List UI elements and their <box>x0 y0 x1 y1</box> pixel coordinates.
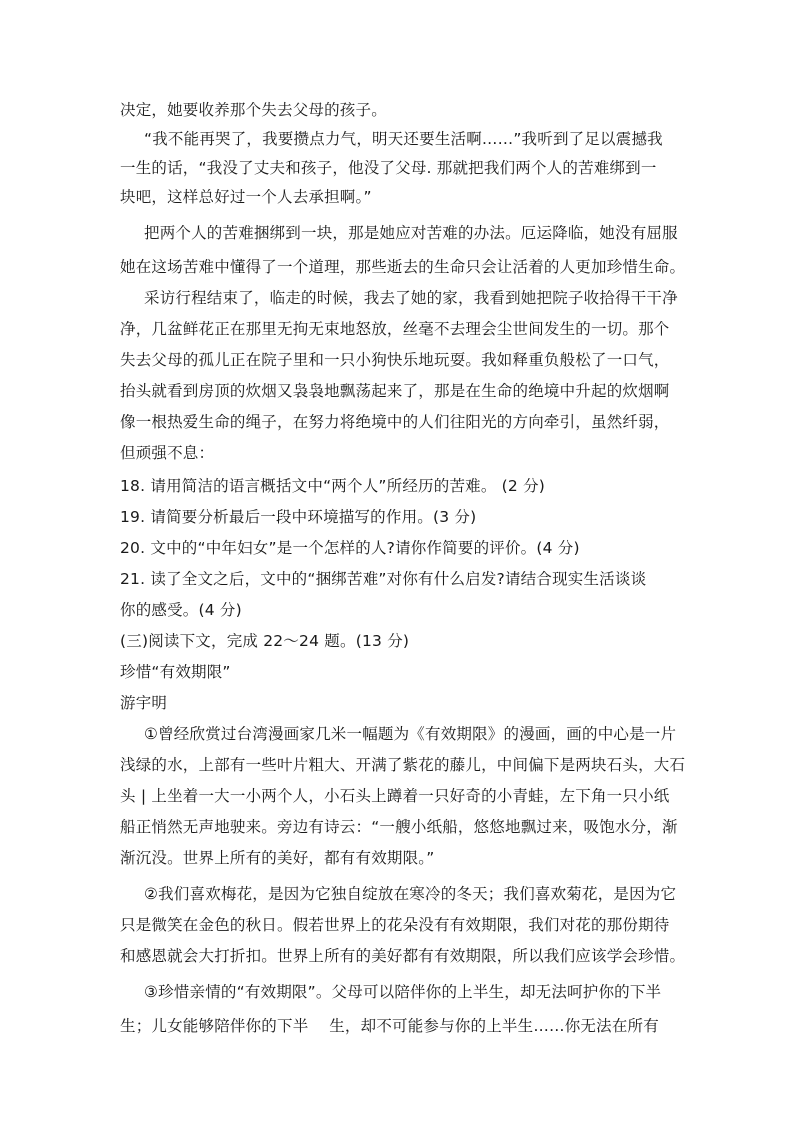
text-line: 和感恩就会大打折扣。世界上所有的美好都有有效期限，所以我们应该学会珍惜。 <box>120 947 686 965</box>
text-line: 块吧，这样总好过一个人去承担啊。” <box>120 188 372 206</box>
question-21: 21. 读了全文之后，文中的“捆绑苦难”对你有什么启发?请结合现实生活谈谈 <box>120 570 647 588</box>
text-line: 头 | 上坐着一大一小两个人，小石头上蹲着一只好奇的小青蛙，左下角一只小纸 <box>120 787 670 805</box>
text-line: ③珍惜亲情的“有效期限”。父母可以陪伴你的上半生，却无法呵护你的下半 <box>144 983 662 1001</box>
question-18: 18. 请用简洁的语言概括文中“两个人”所经历的苦难。 (2 分) <box>120 477 546 495</box>
text-line: 失去父母的孤儿正在院子里和一只小狗快乐地玩耍。我如释重负般松了一口气， <box>120 351 670 369</box>
text-line: 净，几盆鲜花正在那里无拘无束地怒放，丝毫不去理会尘世间发生的一切。那个 <box>120 320 670 338</box>
text-line: 抬头就看到房顶的炊烟又袅袅地飘荡起来了，那是在生命的绝境中升起的炊烟啊 <box>120 382 670 400</box>
article-title: 珍惜“有效期限” <box>120 663 231 681</box>
text-line: ①曾经欣赏过台湾漫画家几米一幅题为《有效期限》的漫画，画的中心是一片 <box>144 725 677 743</box>
text-line: 决定，她要收养那个失去父母的孩子。 <box>120 101 387 119</box>
text-line: 但顽强不息： <box>120 444 215 462</box>
question-21-cont: 你的感受。(4 分) <box>120 601 242 619</box>
text-line: 船正悄然无声地驶来。旁边有诗云：“一艘小纸船，悠悠地飘过来，吸饱水分，渐 <box>120 818 678 836</box>
text-line: 她在这场苦难中懂得了一个道理，那些逝去的生命只会让活着的人更加珍惜生命。 <box>120 258 686 276</box>
article-author: 游宇明 <box>120 694 168 712</box>
text-line: 生；儿女能够陪伴你的下半 生，却不可能参与你的上半生……你无法在所有 <box>120 1017 659 1035</box>
section-heading: (三)阅读下文，完成 22～24 题。(13 分) <box>120 632 410 650</box>
text-line: “我不能再哭了，我要攒点力气，明天还要生活啊……”我听到了足以震撼我 <box>144 130 663 148</box>
text-line: 把两个人的苦难捆绑到一块，那是她应对苦难的办法。厄运降临，她没有屈服 <box>144 224 678 242</box>
text-line: ②我们喜欢梅花，是因为它独自绽放在寒冷的冬天；我们喜欢菊花，是因为它 <box>144 885 677 903</box>
text-line: 一生的话，“我没了丈夫和孩子，他没了父母. 那就把我们两个人的苦难绑到一 <box>120 159 657 177</box>
text-line: 只是微笑在金色的秋日。假若世界上的花朵没有有效期限，我们对花的那份期待 <box>120 916 670 934</box>
question-19: 19. 请简要分析最后一段中环境描写的作用。(3 分) <box>120 508 477 526</box>
text-line: 采访行程结束了，临走的时候，我去了她的家，我看到她把院子收拾得干干净 <box>144 289 678 307</box>
question-20: 20. 文中的“中年妇女”是一个怎样的人?请你作简要的评价。(4 分) <box>120 539 580 557</box>
text-line: 像一根热爱生命的绳子，在努力将绝境中的人们往阳光的方向牵引，虽然纤弱， <box>120 413 670 431</box>
text-line: 浅绿的水，上部有一些叶片粗大、开满了紫花的藤儿，中间偏下是两块石头，大石 <box>120 756 686 774</box>
text-line: 渐沉没。世界上所有的美好，都有有效期限。” <box>120 849 435 867</box>
